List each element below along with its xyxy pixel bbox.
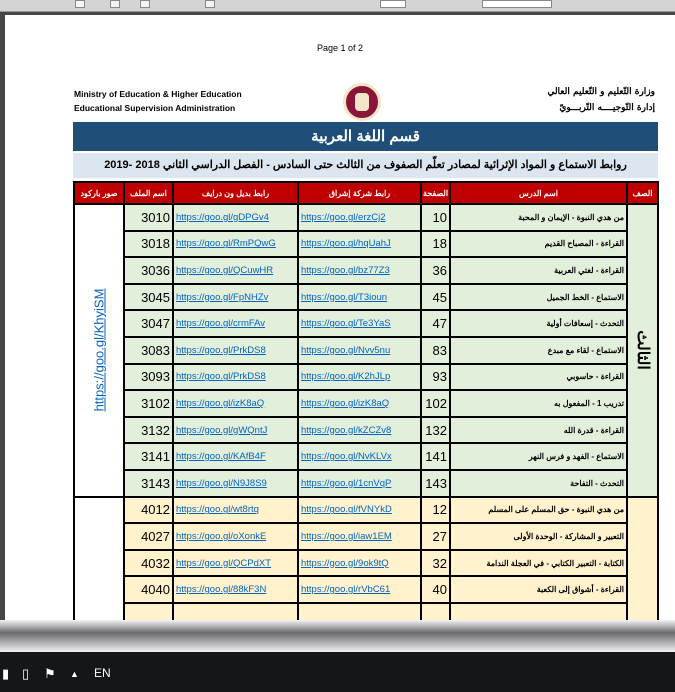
file-name: 3045 [124,284,173,311]
ishraq-link[interactable]: https://goo.gl/izK8aQ [298,390,421,417]
table-row [74,443,658,470]
alt-link[interactable]: https://goo.gl/N9J8S9 [173,470,298,497]
qatar-emblem-logo [343,83,381,121]
lesson-name: الاستماع - الفهد و فرس النهر [450,443,627,470]
ishraq-link[interactable]: https://goo.gl/9ok9tQ [298,550,421,577]
page-number: 27 [421,523,450,550]
table-row [74,497,658,524]
table-row [74,337,658,364]
page-number: 32 [421,550,450,577]
grade-cell [627,204,658,497]
ishraq-link[interactable]: https://goo.gl/kZCZv8 [298,417,421,444]
barcode-cell [74,497,124,620]
ishraq-link[interactable]: https://goo.gl/rVbC61 [298,576,421,603]
department-name-ar: إدارة التّوجيــــه التّربـــويّ [559,103,655,113]
grade-cell [627,497,658,620]
file-name: 4032 [124,550,173,577]
show-hidden-icons-icon[interactable]: ▲ [70,669,79,679]
ishraq-link[interactable]: https://goo.gl/T3ioun [298,284,421,311]
battery-plug-icon[interactable]: ▯ [22,666,30,681]
alt-link[interactable]: https://goo.gl/RmPQwG [173,231,298,258]
lesson-name: تدريب 1 - المفعول به [450,390,627,417]
alt-link [173,603,298,620]
zoom-input[interactable] [482,0,552,8]
document-viewer [0,12,675,620]
pdf-page [5,15,675,620]
file-name: 3093 [124,364,173,391]
page-number: 47 [421,310,450,337]
file-name: 3047 [124,310,173,337]
barcode-cell [74,204,124,497]
alt-link[interactable]: https://goo.gl/wt8rtq [173,497,298,524]
table-row [74,417,658,444]
ishraq-link[interactable]: https://goo.gl/bz77Z3 [298,257,421,284]
file-name: 3102 [124,390,173,417]
ministry-name-en: Ministry of Education & Higher Education [74,89,242,99]
action-center-flag-icon[interactable]: ⚑ [44,666,56,681]
alt-link[interactable]: https://goo.gl/QCPdXT [173,550,298,577]
signal-icon[interactable]: ▮ [2,666,10,681]
document-subtitle: روابط الاستماع و المواد الإثرائية لمصادر تعلّم الصفوف من الثالث حتى السادس - الفصل الدراسي الثاني 2018 -2019 [73,153,658,178]
ishraq-link[interactable]: https://goo.gl/Nvv5nu [298,337,421,364]
alt-link[interactable]: https://goo.gl/QCuwHR [173,257,298,284]
alt-link[interactable]: https://goo.gl/FpNHZv [173,284,298,311]
file-name [124,603,173,620]
page-number: 18 [421,231,450,258]
lesson-name: القراءة - المصباح القديم [450,231,627,258]
table-row [74,257,658,284]
ishraq-link[interactable]: https://goo.gl/NvKLVx [298,443,421,470]
file-name: 3141 [124,443,173,470]
col-header-grade: الصف [627,182,658,204]
table-row [74,284,658,311]
file-name: 3018 [124,231,173,258]
page-indicator: Page 1 of 2 [316,43,364,53]
links-table [73,181,659,620]
ishraq-link[interactable]: https://goo.gl/Te3YaS [298,310,421,337]
page-number: 10 [421,204,450,231]
page-number: 36 [421,257,450,284]
lesson-name: الاستماع - الخط الجميل [450,284,627,311]
window-frame-bar [0,620,675,652]
file-name: 3036 [124,257,173,284]
taskbar [0,652,675,692]
table-header-row [74,182,658,204]
table-row [74,204,658,231]
page-number [421,603,450,620]
page-number-input[interactable] [380,0,406,8]
file-name: 3010 [124,204,173,231]
toolbar-button[interactable] [205,0,215,8]
page-number: 93 [421,364,450,391]
table-row [74,550,658,577]
table-row [74,310,658,337]
grade-label: الثالث [633,330,651,371]
alt-link[interactable]: https://goo.gl/PrkDS8 [173,364,298,391]
alt-link[interactable]: https://goo.gl/crmFAv [173,310,298,337]
table-row [74,231,658,258]
lesson-name: الكتابة - التعبير الكتابي - في العجلة الندامة [450,550,627,577]
page-number: 83 [421,337,450,364]
lesson-name [450,603,627,620]
toolbar-button[interactable] [140,0,150,8]
file-name: 4040 [124,576,173,603]
pdf-toolbar [0,0,675,12]
page-number: 141 [421,443,450,470]
table-row [74,523,658,550]
table-row [74,390,658,417]
file-name: 3132 [124,417,173,444]
lesson-name: التحدث - التفاحة [450,470,627,497]
page-number: 143 [421,470,450,497]
ishraq-link[interactable]: https://goo.gl/hqUahJ [298,231,421,258]
ishraq-link[interactable]: https://goo.gl/erzCj2 [298,204,421,231]
section-title: قسم اللغة العربية [73,122,658,151]
ministry-name-ar: وزارة التّعليم و التّعليم العالي [547,87,655,97]
page-number: 45 [421,284,450,311]
col-header-barcode: صور باركود [74,182,124,204]
department-name-en: Educational Supervision Administration [74,103,236,113]
lesson-name: من هدي النبوة - الإيمان و المحبة [450,204,627,231]
ishraq-link[interactable]: https://goo.gl/1cnVqP [298,470,421,497]
ishraq-link[interactable]: https://goo.gl/iaw1EM [298,523,421,550]
col-header-page: الصفحة [421,182,450,204]
ishraq-link [298,603,421,620]
file-name: 3083 [124,337,173,364]
page-number: 132 [421,417,450,444]
col-header-alt-link: رابط بديل ون درايف [173,182,298,204]
lesson-name: القراءة - أشواق إلى الكعبة [450,576,627,603]
lesson-name: القراءة - لغتي العربية [450,257,627,284]
col-header-file: اسم الملف [124,182,173,204]
lesson-name: الاستماع - لقاء مع مبدع [450,337,627,364]
toolbar-button[interactable] [75,0,85,8]
alt-link[interactable]: https://goo.gl/izK8aQ [173,390,298,417]
lesson-name: من هدي النبوة - حق المسلم على المسلم [450,497,627,524]
table-row [74,364,658,391]
file-name: 4027 [124,523,173,550]
language-indicator[interactable]: EN [94,666,111,680]
file-name: 4012 [124,497,173,524]
ishraq-link[interactable]: https://goo.gl/K2hJLp [298,364,421,391]
lesson-name: القراءة - قدرة الله [450,417,627,444]
barcode-link[interactable]: https://goo.gl/KhyiSM [91,288,107,412]
file-name: 3143 [124,470,173,497]
alt-link[interactable]: https://goo.gl/gWQntJ [173,417,298,444]
toolbar-button[interactable] [110,0,120,8]
lesson-name: التحدث - إسعافات أولية [450,310,627,337]
alt-link[interactable]: https://goo.gl/oXonkE [173,523,298,550]
ishraq-link[interactable]: https://goo.gl/fVNYkD [298,497,421,524]
alt-link[interactable]: https://goo.gl/PrkDS8 [173,337,298,364]
table-row [74,603,658,620]
page-number: 12 [421,497,450,524]
col-header-ishraq-link: رابط شركة إشراق [298,182,421,204]
alt-link[interactable]: https://goo.gl/gDPGv4 [173,204,298,231]
page-number: 40 [421,576,450,603]
col-header-lesson: اسم الدرس [450,182,627,204]
page-number: 102 [421,390,450,417]
alt-link[interactable]: https://goo.gl/88kF3N [173,576,298,603]
lesson-name: التعبير و المشاركة - الوحدة الأولى [450,523,627,550]
table-row [74,576,658,603]
alt-link[interactable]: https://goo.gl/KAfB4F [173,443,298,470]
table-row [74,470,658,497]
lesson-name: القراءة - حاسوبي [450,364,627,391]
